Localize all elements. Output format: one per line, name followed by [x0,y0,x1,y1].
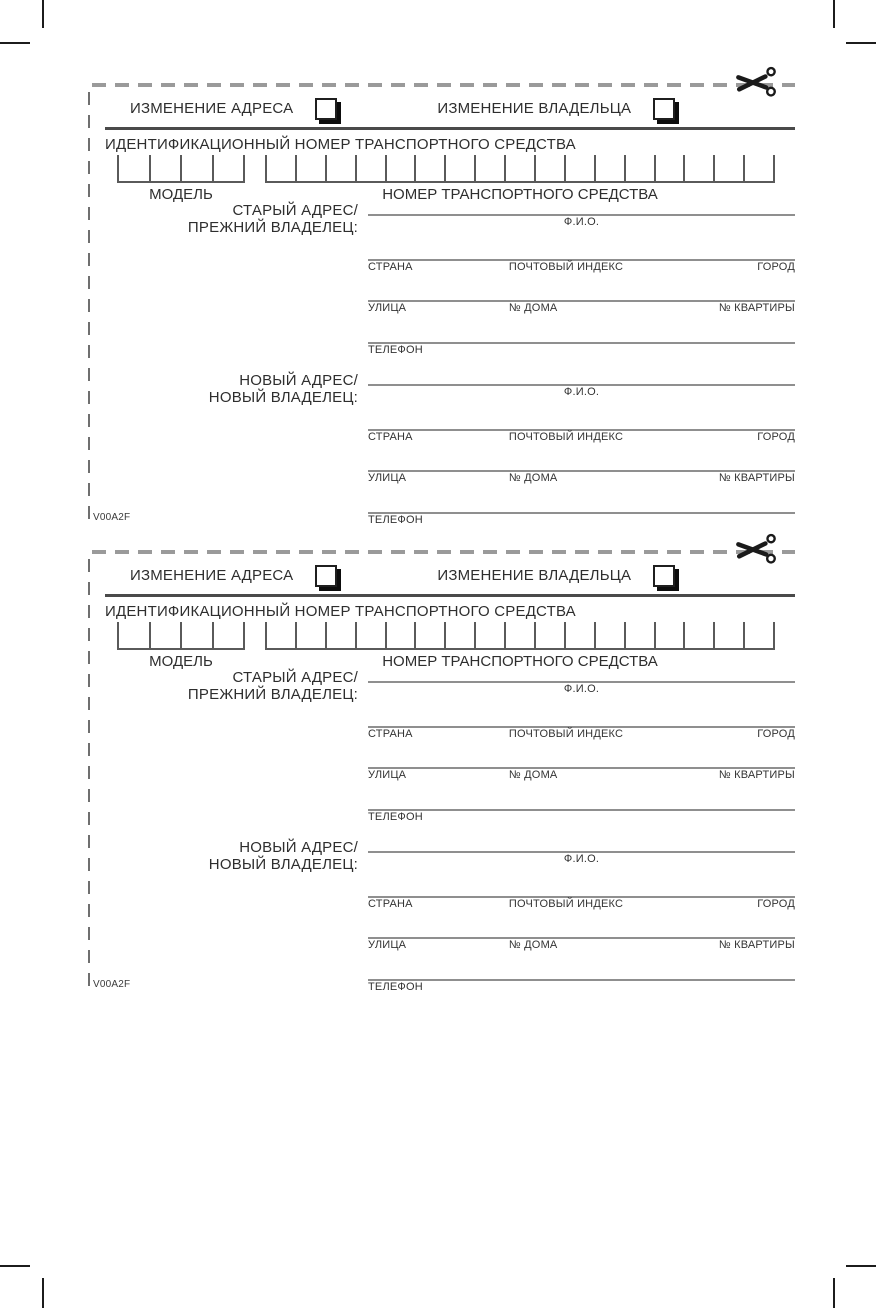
old-address-label [88,202,358,236]
old-address-fields [368,214,795,358]
crop-mark-bottom-right-vertical [833,1278,835,1308]
comb-cell[interactable] [654,155,684,181]
apartment-number-caption: № КВАРТИРЫ [718,939,795,951]
street-caption: УЛИЦА [368,302,407,314]
comb-cell[interactable] [444,155,474,181]
comb-cell[interactable] [265,622,295,648]
comb-cell[interactable] [117,622,149,648]
city-caption: ГОРОД [757,728,795,740]
house-number-caption: № ДОМА [508,769,558,781]
comb-captions [117,186,775,203]
new-address-fields [368,384,795,528]
apartment-number-caption: № КВАРТИРЫ [718,472,795,484]
comb-cell[interactable] [149,155,181,181]
change-of-address-coupon [88,83,795,528]
house-number-caption: № ДОМА [508,939,558,951]
comb-cell[interactable] [624,622,654,648]
old-address-fields [368,681,795,825]
owner-change-label: ИЗМЕНЕНИЕ ВЛАДЕЛЬЦА [437,99,632,117]
cut-dashed-line-left [88,559,90,995]
crop-mark-top-right-horizontal [846,42,876,44]
model-caption: МОДЕЛЬ [149,186,213,203]
house-number-caption: № ДОМА [508,302,558,314]
address-change-checkbox[interactable] [315,98,337,120]
country-caption: СТРАНА [368,898,413,910]
new-address-fields [368,851,795,995]
change-of-address-coupon [88,550,795,995]
phone-caption: ТЕЛЕФОН [368,514,423,526]
comb-cell[interactable] [594,155,624,181]
owner-change-checkbox[interactable] [653,98,675,120]
comb-cell[interactable] [325,622,355,648]
comb-cell[interactable] [212,622,246,648]
comb-cell[interactable] [624,155,654,181]
new-address-label-line2: НОВЫЙ ВЛАДЕЛЕЦ: [208,389,358,406]
address-change-label: ИЗМЕНЕНИЕ АДРЕСА [130,566,294,584]
city-caption: ГОРОД [757,431,795,443]
model-caption: МОДЕЛЬ [149,653,213,670]
comb-cell[interactable] [295,155,325,181]
scissors-icon [734,532,782,572]
apartment-number-caption: № КВАРТИРЫ [718,769,795,781]
comb-cell[interactable] [534,155,564,181]
form-code: V00A2F [93,512,131,523]
change-coupon-2 [88,550,795,995]
country-caption: СТРАНА [368,431,413,443]
old-address-label-line1: СТАРЫЙ АДРЕС/ [232,669,358,686]
vin-comb-row [117,155,775,183]
comb-cell[interactable] [385,622,415,648]
comb-cell[interactable] [355,622,385,648]
new-address-label-line1: НОВЫЙ АДРЕС/ [239,372,358,389]
comb-cell[interactable] [683,622,713,648]
comb-cell[interactable] [414,622,444,648]
owner-change-label: ИЗМЕНЕНИЕ ВЛАДЕЛЬЦА [437,566,632,584]
crop-mark-top-left-horizontal [0,42,30,44]
comb-cell[interactable] [444,622,474,648]
comb-cell[interactable] [414,155,444,181]
country-caption: СТРАНА [368,261,413,273]
comb-cell[interactable] [654,622,684,648]
comb-cell[interactable] [180,155,212,181]
vehicle-number-caption: НОМЕР ТРАНСПОРТНОГО СРЕДСТВА [382,653,658,670]
comb-cell[interactable] [180,622,212,648]
comb-cell[interactable] [355,155,385,181]
name-caption: Ф.И.О. [563,683,600,695]
old-address-label-line1: СТАРЫЙ АДРЕС/ [232,202,358,219]
postal-code-caption: ПОЧТОВЫЙ ИНДЕКС [508,898,624,910]
comb-cell[interactable] [474,622,504,648]
comb-cell[interactable] [504,622,534,648]
old-address-label-line2: ПРЕЖНИЙ ВЛАДЕЛЕЦ: [187,686,358,703]
change-coupon-1 [88,83,795,528]
crop-mark-top-left-vertical [42,0,44,28]
comb-cell[interactable] [743,622,775,648]
header-separator-line [105,594,795,597]
comb-cell[interactable] [683,155,713,181]
vehicle-number-comb-field[interactable] [265,622,775,650]
comb-cell[interactable] [295,622,325,648]
city-caption: ГОРОД [757,261,795,273]
postal-code-caption: ПОЧТОВЫЙ ИНДЕКС [508,261,624,273]
new-address-label-line2: НОВЫЙ ВЛАДЕЛЕЦ: [208,856,358,873]
street-caption: УЛИЦА [368,769,407,781]
house-number-caption: № ДОМА [508,472,558,484]
comb-cell[interactable] [594,622,624,648]
change-type-row [105,563,675,587]
owner-change-checkbox[interactable] [653,565,675,587]
comb-cell[interactable] [385,155,415,181]
name-caption: Ф.И.О. [563,386,600,398]
new-address-label [88,839,358,873]
comb-cell[interactable] [713,155,743,181]
apartment-number-caption: № КВАРТИРЫ [718,302,795,314]
cut-dashed-line-top [92,550,795,554]
name-caption: Ф.И.О. [563,216,600,228]
name-caption: Ф.И.О. [563,853,600,865]
vehicle-number-caption: НОМЕР ТРАНСПОРТНОГО СРЕДСТВА [382,186,658,203]
crop-mark-bottom-right-horizontal [846,1265,876,1267]
comb-cell[interactable] [743,155,775,181]
cut-dashed-line-left [88,92,90,528]
comb-cell[interactable] [564,155,594,181]
comb-cell[interactable] [149,622,181,648]
comb-cell[interactable] [265,155,295,181]
comb-cell[interactable] [534,622,564,648]
comb-cell[interactable] [713,622,743,648]
comb-cell[interactable] [504,155,534,181]
comb-cell[interactable] [117,155,149,181]
country-caption: СТРАНА [368,728,413,740]
phone-caption: ТЕЛЕФОН [368,981,423,993]
street-caption: УЛИЦА [368,939,407,951]
vin-title: ИДЕНТИФИКАЦИОННЫЙ НОМЕР ТРАНСПОРТНОГО СРЕДСТВА [105,136,576,153]
crop-mark-bottom-left-vertical [42,1278,44,1308]
phone-caption: ТЕЛЕФОН [368,344,423,356]
comb-cell[interactable] [212,155,246,181]
comb-cell[interactable] [474,155,504,181]
vin-title: ИДЕНТИФИКАЦИОННЫЙ НОМЕР ТРАНСПОРТНОГО СРЕДСТВА [105,603,576,620]
city-caption: ГОРОД [757,898,795,910]
crop-mark-top-right-vertical [833,0,835,28]
vin-comb-row [117,622,775,650]
street-caption: УЛИЦА [368,472,407,484]
comb-cell[interactable] [564,622,594,648]
model-comb-field[interactable] [117,622,245,650]
old-address-label [88,669,358,703]
vehicle-number-comb-field[interactable] [265,155,775,183]
form-code: V00A2F [93,979,131,990]
model-comb-field[interactable] [117,155,245,183]
change-type-row [105,96,675,120]
cut-dashed-line-top [92,83,795,87]
crop-mark-bottom-left-horizontal [0,1265,30,1267]
postal-code-caption: ПОЧТОВЫЙ ИНДЕКС [508,431,624,443]
address-change-checkbox[interactable] [315,565,337,587]
header-separator-line [105,127,795,130]
phone-caption: ТЕЛЕФОН [368,811,423,823]
old-address-label-line2: ПРЕЖНИЙ ВЛАДЕЛЕЦ: [187,219,358,236]
new-address-label-line1: НОВЫЙ АДРЕС/ [239,839,358,856]
comb-cell[interactable] [325,155,355,181]
postal-code-caption: ПОЧТОВЫЙ ИНДЕКС [508,728,624,740]
scissors-icon [734,65,782,105]
new-address-label [88,372,358,406]
address-change-label: ИЗМЕНЕНИЕ АДРЕСА [130,99,294,117]
comb-captions [117,653,775,670]
